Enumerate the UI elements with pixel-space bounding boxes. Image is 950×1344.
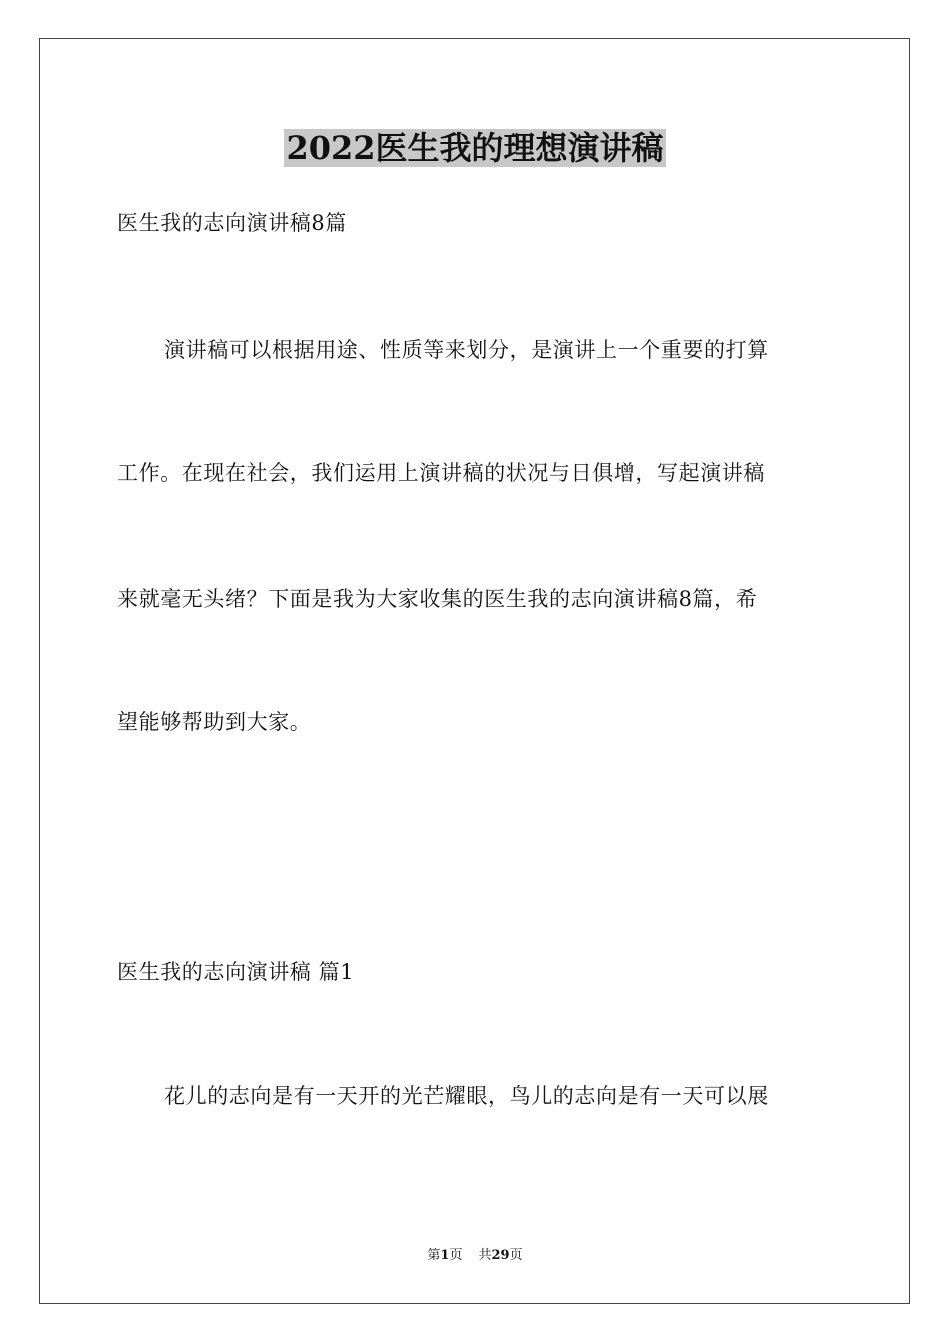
footer-page-suffix: 页 (449, 1248, 463, 1263)
section-heading: 医生我的志向演讲稿 篇1 (117, 960, 355, 984)
document-subtitle: 医生我的志向演讲稿8篇 (117, 211, 347, 235)
intro-line-1: 演讲稿可以根据用途、性质等来划分，是演讲上一个重要的打算 (164, 338, 769, 362)
document-title (0, 126, 950, 170)
footer-page-prefix: 第 (427, 1248, 441, 1263)
footer-page-current: 1 (440, 1248, 450, 1263)
footer-page-total: 29 (491, 1248, 510, 1263)
page-footer (0, 1247, 950, 1265)
intro-line-3: 来就毫无头绪？下面是我为大家收集的医生我的志向演讲稿8篇，希 (117, 587, 758, 611)
intro-line-4: 望能够帮助到大家。 (117, 710, 312, 734)
intro-line-2: 工作。在现在社会，我们运用上演讲稿的状况与日俱增，写起演讲稿 (117, 461, 765, 485)
footer-total-prefix: 共 (478, 1248, 492, 1263)
document-title-text: 2022医生我的理想演讲稿 (286, 129, 664, 167)
section-line-1: 花儿的志向是有一天开的光芒耀眼，鸟儿的志向是有一天可以展 (164, 1084, 769, 1108)
footer-total-suffix: 页 (509, 1248, 523, 1263)
